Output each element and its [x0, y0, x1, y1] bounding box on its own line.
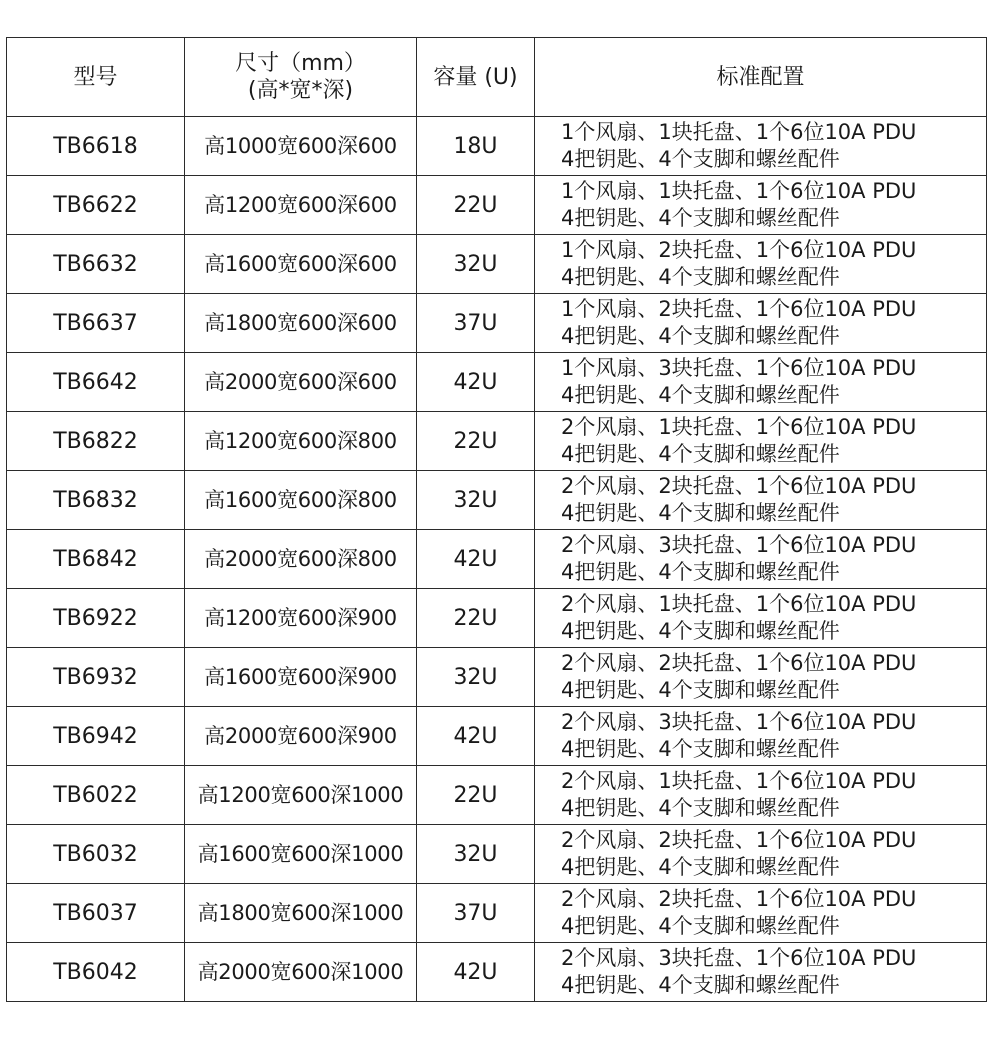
config-line-2: 4把钥匙、4个支脚和螺丝配件	[561, 737, 840, 761]
config-cell	[535, 235, 987, 294]
model-cell: TB6832	[7, 471, 185, 530]
capacity-cell: 32U	[417, 471, 535, 530]
config-line-1: 1个风扇、1块托盘、1个6位10A PDU	[561, 179, 917, 203]
config-cell	[535, 589, 987, 648]
table-body	[7, 117, 987, 1002]
header-model: 型号	[7, 38, 185, 117]
table-row	[7, 707, 987, 766]
model-cell: TB6622	[7, 176, 185, 235]
header-size-line2: (高*宽*深)	[247, 78, 354, 103]
size-cell: 高1200宽600深600	[185, 176, 417, 235]
config-line-1: 2个风扇、2块托盘、1个6位10A PDU	[561, 474, 917, 498]
capacity-cell: 22U	[417, 766, 535, 825]
size-cell: 高1600宽600深600	[185, 235, 417, 294]
table-row	[7, 294, 987, 353]
capacity-cell: 32U	[417, 825, 535, 884]
model-cell: TB6637	[7, 294, 185, 353]
table-row	[7, 471, 987, 530]
config-line-2: 4把钥匙、4个支脚和螺丝配件	[561, 914, 840, 938]
capacity-cell: 42U	[417, 707, 535, 766]
model-cell: TB6922	[7, 589, 185, 648]
size-cell: 高2000宽600深900	[185, 707, 417, 766]
config-line-2: 4把钥匙、4个支脚和螺丝配件	[561, 560, 840, 584]
capacity-cell: 37U	[417, 294, 535, 353]
model-cell: TB6842	[7, 530, 185, 589]
header-config: 标准配置	[535, 38, 987, 117]
table-row	[7, 117, 987, 176]
table-row	[7, 353, 987, 412]
config-cell	[535, 943, 987, 1002]
config-line-2: 4把钥匙、4个支脚和螺丝配件	[561, 324, 840, 348]
capacity-cell: 32U	[417, 235, 535, 294]
config-line-1: 2个风扇、2块托盘、1个6位10A PDU	[561, 828, 917, 852]
config-line-1: 1个风扇、2块托盘、1个6位10A PDU	[561, 238, 917, 262]
config-line-1: 2个风扇、1块托盘、1个6位10A PDU	[561, 592, 917, 616]
model-cell: TB6932	[7, 648, 185, 707]
config-cell	[535, 412, 987, 471]
size-cell: 高2000宽600深600	[185, 353, 417, 412]
table-row	[7, 766, 987, 825]
config-line-1: 1个风扇、2块托盘、1个6位10A PDU	[561, 297, 917, 321]
config-line-2: 4把钥匙、4个支脚和螺丝配件	[561, 147, 840, 171]
header-size	[185, 38, 417, 117]
config-cell	[535, 176, 987, 235]
table-row	[7, 825, 987, 884]
config-line-2: 4把钥匙、4个支脚和螺丝配件	[561, 619, 840, 643]
config-cell	[535, 884, 987, 943]
config-line-2: 4把钥匙、4个支脚和螺丝配件	[561, 973, 840, 997]
model-cell: TB6632	[7, 235, 185, 294]
model-cell: TB6037	[7, 884, 185, 943]
config-line-1: 2个风扇、3块托盘、1个6位10A PDU	[561, 946, 917, 970]
capacity-cell: 22U	[417, 589, 535, 648]
table-row	[7, 943, 987, 1002]
table-row	[7, 884, 987, 943]
size-cell: 高1800宽600深600	[185, 294, 417, 353]
config-line-1: 2个风扇、1块托盘、1个6位10A PDU	[561, 769, 917, 793]
config-line-2: 4把钥匙、4个支脚和螺丝配件	[561, 383, 840, 407]
capacity-cell: 42U	[417, 943, 535, 1002]
size-cell: 高1600宽600深900	[185, 648, 417, 707]
table-row	[7, 235, 987, 294]
config-line-1: 2个风扇、1块托盘、1个6位10A PDU	[561, 415, 917, 439]
table-row	[7, 412, 987, 471]
table-row	[7, 589, 987, 648]
config-cell	[535, 707, 987, 766]
table-row	[7, 176, 987, 235]
header-row	[7, 38, 987, 117]
capacity-cell: 42U	[417, 353, 535, 412]
model-cell: TB6642	[7, 353, 185, 412]
cabinet-spec-table	[6, 37, 987, 1002]
config-cell	[535, 471, 987, 530]
size-cell: 高1200宽600深900	[185, 589, 417, 648]
capacity-cell: 42U	[417, 530, 535, 589]
capacity-cell: 22U	[417, 412, 535, 471]
model-cell: TB6942	[7, 707, 185, 766]
capacity-cell: 32U	[417, 648, 535, 707]
config-line-2: 4把钥匙、4个支脚和螺丝配件	[561, 501, 840, 525]
table-header	[7, 38, 987, 117]
size-cell: 高1800宽600深1000	[185, 884, 417, 943]
config-line-2: 4把钥匙、4个支脚和螺丝配件	[561, 206, 840, 230]
model-cell: TB6022	[7, 766, 185, 825]
size-cell: 高2000宽600深800	[185, 530, 417, 589]
config-line-1: 2个风扇、2块托盘、1个6位10A PDU	[561, 887, 917, 911]
config-line-2: 4把钥匙、4个支脚和螺丝配件	[561, 678, 840, 702]
config-line-1: 1个风扇、3块托盘、1个6位10A PDU	[561, 356, 917, 380]
size-cell: 高1000宽600深600	[185, 117, 417, 176]
size-cell: 高1600宽600深1000	[185, 825, 417, 884]
model-cell: TB6032	[7, 825, 185, 884]
config-cell	[535, 648, 987, 707]
model-cell: TB6042	[7, 943, 185, 1002]
config-line-2: 4把钥匙、4个支脚和螺丝配件	[561, 265, 840, 289]
capacity-cell: 37U	[417, 884, 535, 943]
config-cell	[535, 766, 987, 825]
config-line-1: 2个风扇、3块托盘、1个6位10A PDU	[561, 710, 917, 734]
config-cell	[535, 530, 987, 589]
size-cell: 高1200宽600深1000	[185, 766, 417, 825]
config-cell	[535, 294, 987, 353]
config-line-2: 4把钥匙、4个支脚和螺丝配件	[561, 796, 840, 820]
model-cell: TB6822	[7, 412, 185, 471]
table-row	[7, 530, 987, 589]
config-cell	[535, 825, 987, 884]
size-cell: 高1200宽600深800	[185, 412, 417, 471]
config-cell	[535, 117, 987, 176]
size-cell: 高1600宽600深800	[185, 471, 417, 530]
config-line-1: 2个风扇、3块托盘、1个6位10A PDU	[561, 533, 917, 557]
config-line-2: 4把钥匙、4个支脚和螺丝配件	[561, 442, 840, 466]
capacity-cell: 18U	[417, 117, 535, 176]
capacity-cell: 22U	[417, 176, 535, 235]
config-line-1: 2个风扇、2块托盘、1个6位10A PDU	[561, 651, 917, 675]
config-line-1: 1个风扇、1块托盘、1个6位10A PDU	[561, 120, 917, 144]
model-cell: TB6618	[7, 117, 185, 176]
config-cell	[535, 353, 987, 412]
header-capacity: 容量 (U)	[417, 38, 535, 117]
size-cell: 高2000宽600深1000	[185, 943, 417, 1002]
config-line-2: 4把钥匙、4个支脚和螺丝配件	[561, 855, 840, 879]
table-row	[7, 648, 987, 707]
header-size-line1: 尺寸（mm）	[235, 51, 366, 76]
